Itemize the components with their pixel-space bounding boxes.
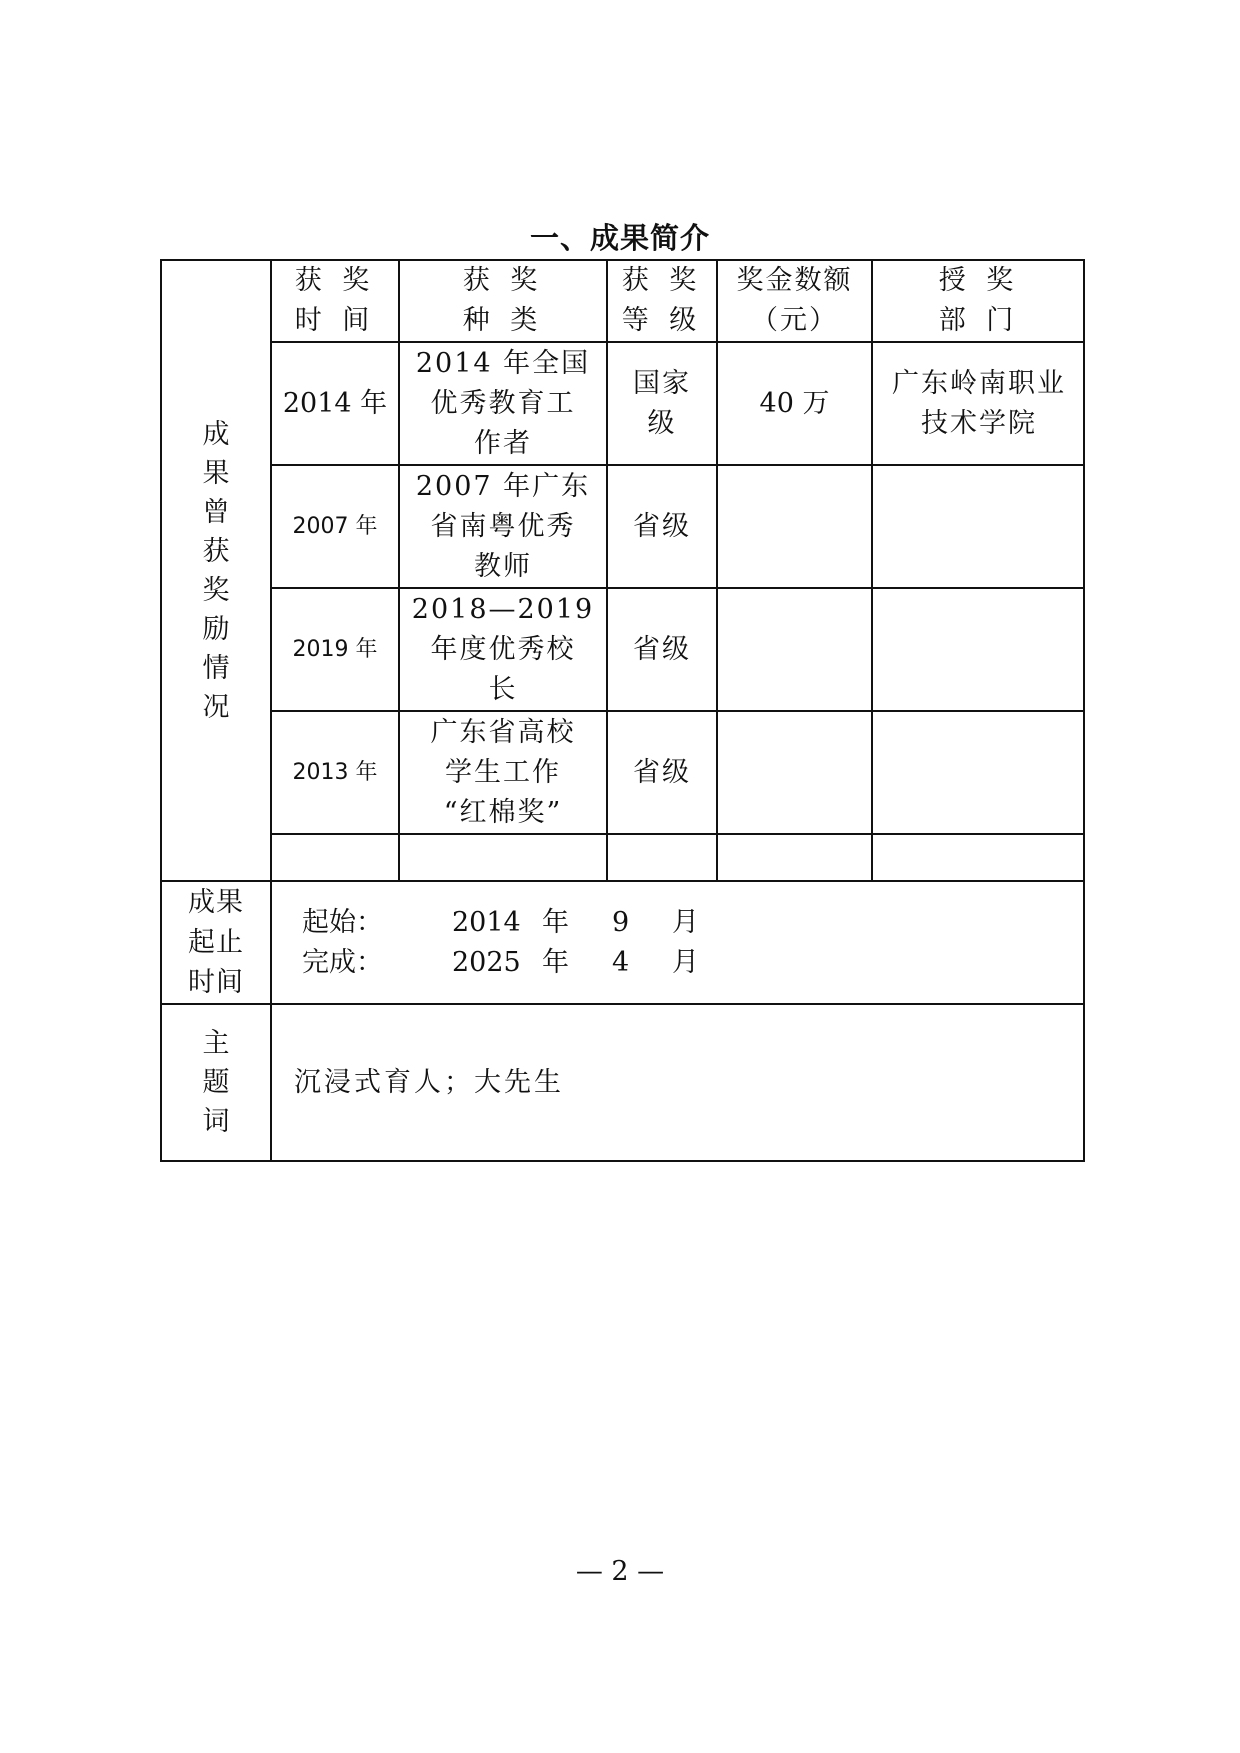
keywords-label: 主题词 [202,1028,230,1137]
award-row-5-type [400,835,608,882]
awards-section-label-cell [162,261,272,882]
awards-section-label: 成果曾获奖励情况 [202,418,230,723]
award-row-5-department [873,835,1085,882]
award-row-4-level: 省级 [608,712,718,835]
end-month-unit: 月 [672,946,699,978]
period-dates [272,882,1085,1005]
award-row-1-amount: 40 万 [718,343,873,466]
award-row-2-department [873,466,1085,589]
end-month: 4 [612,946,630,978]
award-row-5-amount [718,835,873,882]
award-row-1-type: 2014 年全国 优秀教育工 作者 [400,343,608,466]
award-row-2-level: 省级 [608,466,718,589]
page-number: — 2 — [575,1556,665,1587]
award-row-3-level: 省级 [608,589,718,712]
keywords-label-cell [162,1005,272,1160]
start-label: 起始： [302,906,383,938]
page-title: 一、成果简介 [529,221,710,255]
award-row-4-type: 广东省高校 学生工作 “红棉奖” [400,712,608,835]
award-row-1-time: 2014 年 [272,343,400,466]
header-award-amount: 奖金数额 （元） [718,261,873,343]
award-row-3-time: 2019 年 [272,589,400,712]
award-row-3-department [873,589,1085,712]
end-label: 完成： [302,946,383,978]
end-year: 2025 [452,946,521,978]
start-year: 2014 [452,906,521,938]
award-row-4-amount [718,712,873,835]
award-row-1-level: 国家 级 [608,343,718,466]
award-row-5-time [272,835,400,882]
award-row-4-department [873,712,1085,835]
award-row-1-department: 广东岭南职业 技术学院 [873,343,1085,466]
start-year-unit: 年 [542,906,569,938]
header-award-department: 授 奖 部 门 [873,261,1085,343]
period-label: 成果 起止 时间 [162,882,272,1005]
header-award-level: 获 奖 等 级 [608,261,718,343]
end-year-unit: 年 [542,946,569,978]
award-row-5-level [608,835,718,882]
award-row-4-time: 2013 年 [272,712,400,835]
start-month-unit: 月 [672,906,699,938]
achievement-table [160,259,1085,1162]
award-row-2-amount [718,466,873,589]
keywords-value: 沉浸式育人；大先生 [294,1066,564,1098]
header-award-time: 获 奖 时 间 [272,261,400,343]
award-row-3-amount [718,589,873,712]
header-award-type: 获 奖 种 类 [400,261,608,343]
start-month: 9 [612,906,630,938]
award-row-3-type: 2018—2019 年度优秀校 长 [400,589,608,712]
award-row-2-time: 2007 年 [272,466,400,589]
award-row-2-type: 2007 年广东 省南粤优秀 教师 [400,466,608,589]
